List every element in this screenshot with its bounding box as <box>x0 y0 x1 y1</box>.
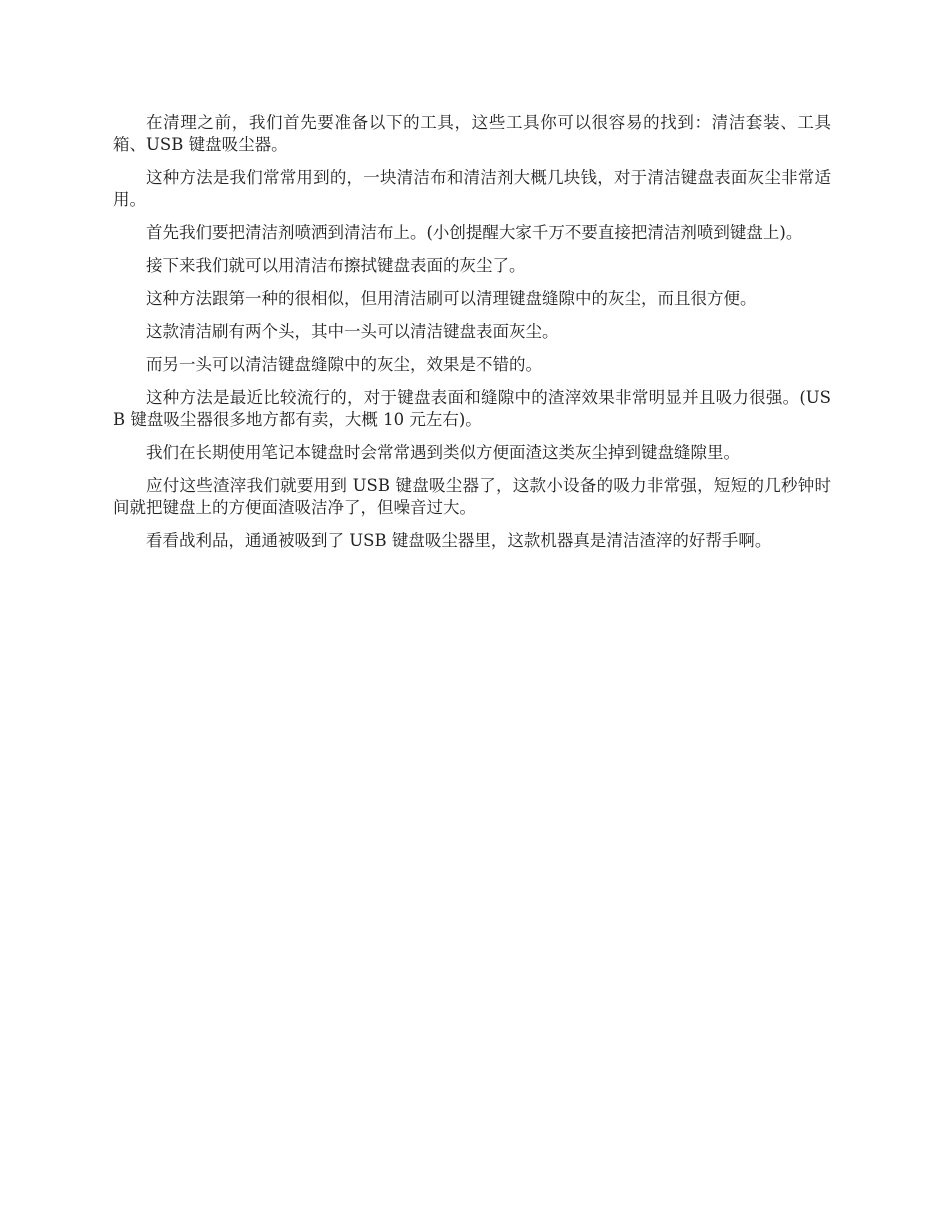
paragraph-brush-gaps: 而另一头可以清洁键盘缝隙中的灰尘，效果是不错的。 <box>146 355 542 374</box>
paragraph-result: 看看战利品，通通被吸到了 USB 键盘吸尘器里，这款机器真是清洁渣滓的好帮手啊。 <box>146 531 772 550</box>
paragraph-vacuum-method: 这种方法是最近比较流行的，对于键盘表面和缝隙中的渣滓效果非常明显并且吸力很强。(USB 键盘吸尘器很多地方都有卖，大概 10 元左右)。 <box>113 388 831 429</box>
paragraph-tools: 在清理之前，我们首先要准备以下的工具，这些工具你可以很容易的找到：清洁套装、工具箱、USB 键盘吸尘器。 <box>113 113 831 154</box>
paragraph-vacuum-use: 应付这些渣滓我们就要用到 USB 键盘吸尘器了，这款小设备的吸力非常强，短短的几秒钟时间就把键盘上的方便面渣吸洁净了，但噪音过大。 <box>113 476 831 517</box>
paragraph-wipe-surface: 接下来我们就可以用清洁布擦拭键盘表面的灰尘了。 <box>146 256 526 275</box>
paragraph-brush-method: 这种方法跟第一种的很相似，但用清洁刷可以清理键盘缝隙中的灰尘，而且很方便。 <box>146 289 757 308</box>
document-body <box>113 112 831 563</box>
paragraph-cloth-method: 这种方法是我们常常用到的，一块清洁布和清洁剂大概几块钱，对于清洁键盘表面灰尘非常适用。 <box>113 168 831 209</box>
paragraph-spray-cleaner: 首先我们要把清洁剂喷洒到清洁布上。(小创提醒大家千万不要直接把清洁剂喷到键盘上)。 <box>146 223 803 242</box>
paragraph-brush-heads: 这款清洁刷有两个头，其中一头可以清洁键盘表面灰尘。 <box>146 322 559 341</box>
paragraph-crumbs-problem: 我们在长期使用笔记本键盘时会常常遇到类似方便面渣这类灰尘掉到键盘缝隙里。 <box>146 443 740 462</box>
